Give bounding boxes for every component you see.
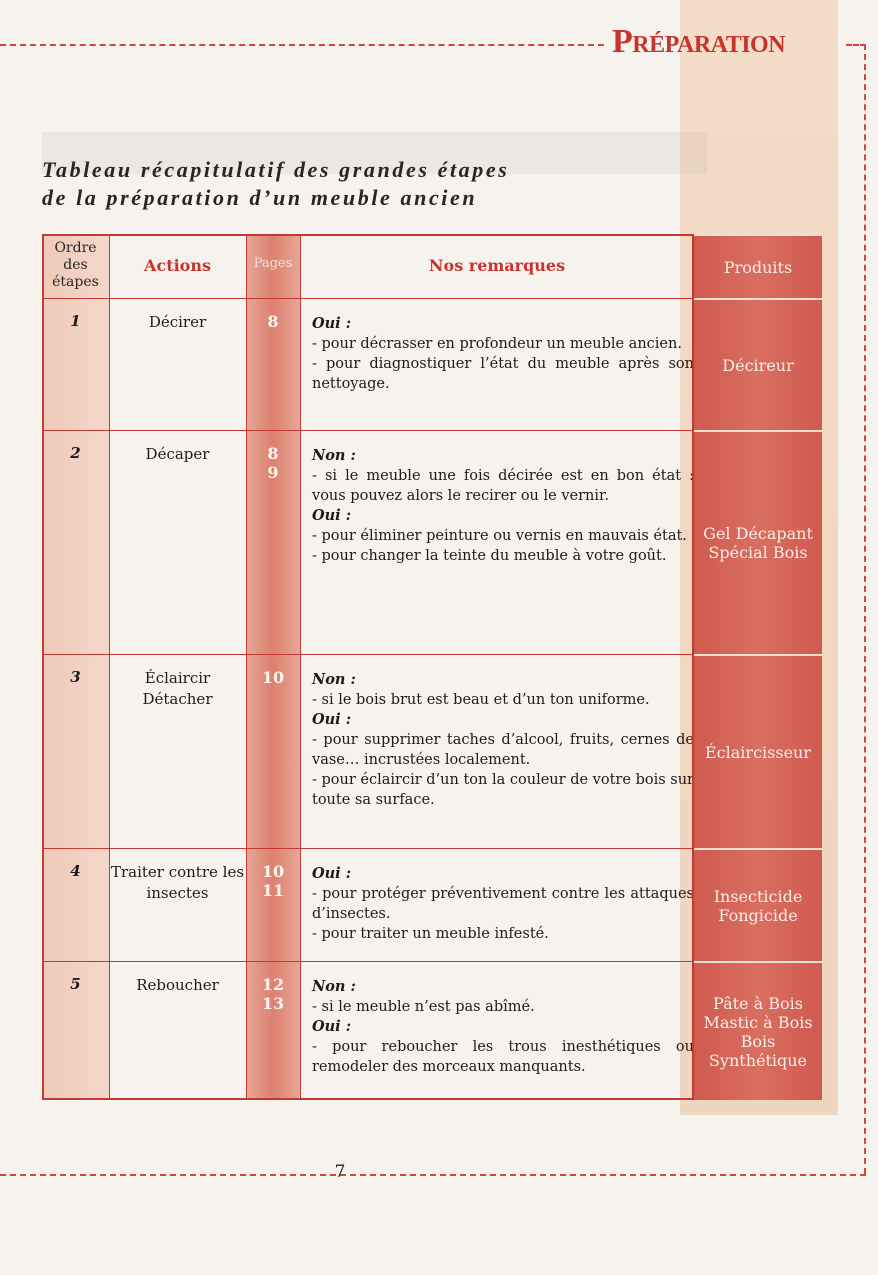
- remark-item: - pour reboucher les trous inesthétiques ou remodeler des morceaux manquants.: [312, 1039, 694, 1075]
- remark-item: - pour changer la teinte du meuble à votre goût.: [312, 548, 667, 564]
- remark-item: - pour décrasser en profondeur un meuble ancien.: [312, 336, 682, 352]
- remark-label: Non :: [312, 978, 356, 995]
- step-pages: 10 11: [261, 862, 285, 900]
- table-title: [42, 156, 662, 212]
- dashed-rule-top-right: [846, 44, 866, 46]
- step-number: 3: [70, 668, 81, 686]
- remark-item: - pour éliminer peinture ou vernis en mauvais état.: [312, 528, 687, 544]
- remark-item: - si le meuble une fois décirée est en bon état : vous pouvez alors le recirer ou le vernir.: [312, 468, 694, 504]
- product-cell: [694, 430, 822, 654]
- step-action: Éclaircir Détacher: [142, 669, 213, 708]
- product-name: Décireur: [722, 355, 794, 375]
- remark-label: Oui :: [312, 711, 352, 728]
- step-pages: 8 9: [267, 444, 279, 482]
- step-pages: 8: [267, 312, 279, 331]
- header-remarks: Nos remarques: [428, 256, 566, 275]
- summary-table: [42, 234, 694, 1100]
- step-pages: 12 13: [261, 975, 285, 1013]
- remark-item: - si le bois brut est beau et d’un ton uniforme.: [312, 692, 650, 708]
- section-heading: Préparation: [612, 23, 786, 60]
- product-name: Insecticide Fongicide: [713, 886, 803, 925]
- remark-item: - pour traiter un meuble infesté.: [312, 926, 549, 942]
- remark-label: Oui :: [312, 315, 352, 332]
- dashed-rule-right: [864, 44, 866, 1174]
- step-action: Reboucher: [136, 976, 219, 994]
- step-number: 5: [70, 975, 81, 993]
- page-number: 7: [334, 1162, 346, 1182]
- step-action: Traiter contre les insectes: [110, 863, 245, 902]
- product-name: Pâte à Bois Mastic à Bois Bois Synthétique: [703, 993, 813, 1070]
- product-name: Éclaircisseur: [705, 742, 811, 762]
- product-cell: [694, 298, 822, 430]
- remark-item: - pour diagnostiquer l’état du meuble après son nettoyage.: [312, 356, 694, 392]
- remark-item: - pour supprimer taches d’alcool, fruits, cernes de vase… incrustées localement.: [312, 732, 694, 768]
- table-title-line-1: Tableau récapitulatif des grandes étapes: [42, 157, 510, 182]
- remark-label: Non :: [312, 447, 356, 464]
- product-cell: [694, 654, 822, 848]
- remark-label: Oui :: [312, 865, 352, 882]
- step-action: Décirer: [148, 313, 207, 331]
- dashed-rule-top: [0, 44, 604, 46]
- product-cell: [694, 961, 822, 1100]
- step-number: 2: [70, 444, 81, 462]
- products-header-label: Produits: [723, 257, 793, 277]
- remark-label: Oui :: [312, 507, 352, 524]
- remark-item: - si le meuble n’est pas abîmé.: [312, 999, 535, 1015]
- remark-label: Non :: [312, 671, 356, 688]
- dashed-rule-bottom: [0, 1174, 866, 1176]
- step-number: 1: [70, 312, 81, 330]
- header-actions: Actions: [144, 256, 211, 275]
- step-action: Décaper: [145, 445, 210, 463]
- step-number: 4: [70, 862, 81, 880]
- product-cell: [694, 848, 822, 961]
- remark-item: - pour protéger préventivement contre les attaques d’insectes.: [312, 886, 694, 922]
- header-pages: Pages: [253, 256, 293, 271]
- products-header: [694, 234, 822, 298]
- table-title-line-2: de la préparation d’un meuble ancien: [42, 185, 478, 210]
- table-border: [42, 234, 694, 1100]
- product-name: Gel Décapant Spécial Bois: [703, 524, 813, 562]
- header-order: Ordre des étapes: [52, 240, 99, 290]
- remark-item: - pour éclaircir d’un ton la couleur de votre bois sur toute sa surface.: [312, 772, 694, 808]
- step-pages: 10: [261, 668, 285, 687]
- remark-label: Oui :: [312, 1018, 352, 1035]
